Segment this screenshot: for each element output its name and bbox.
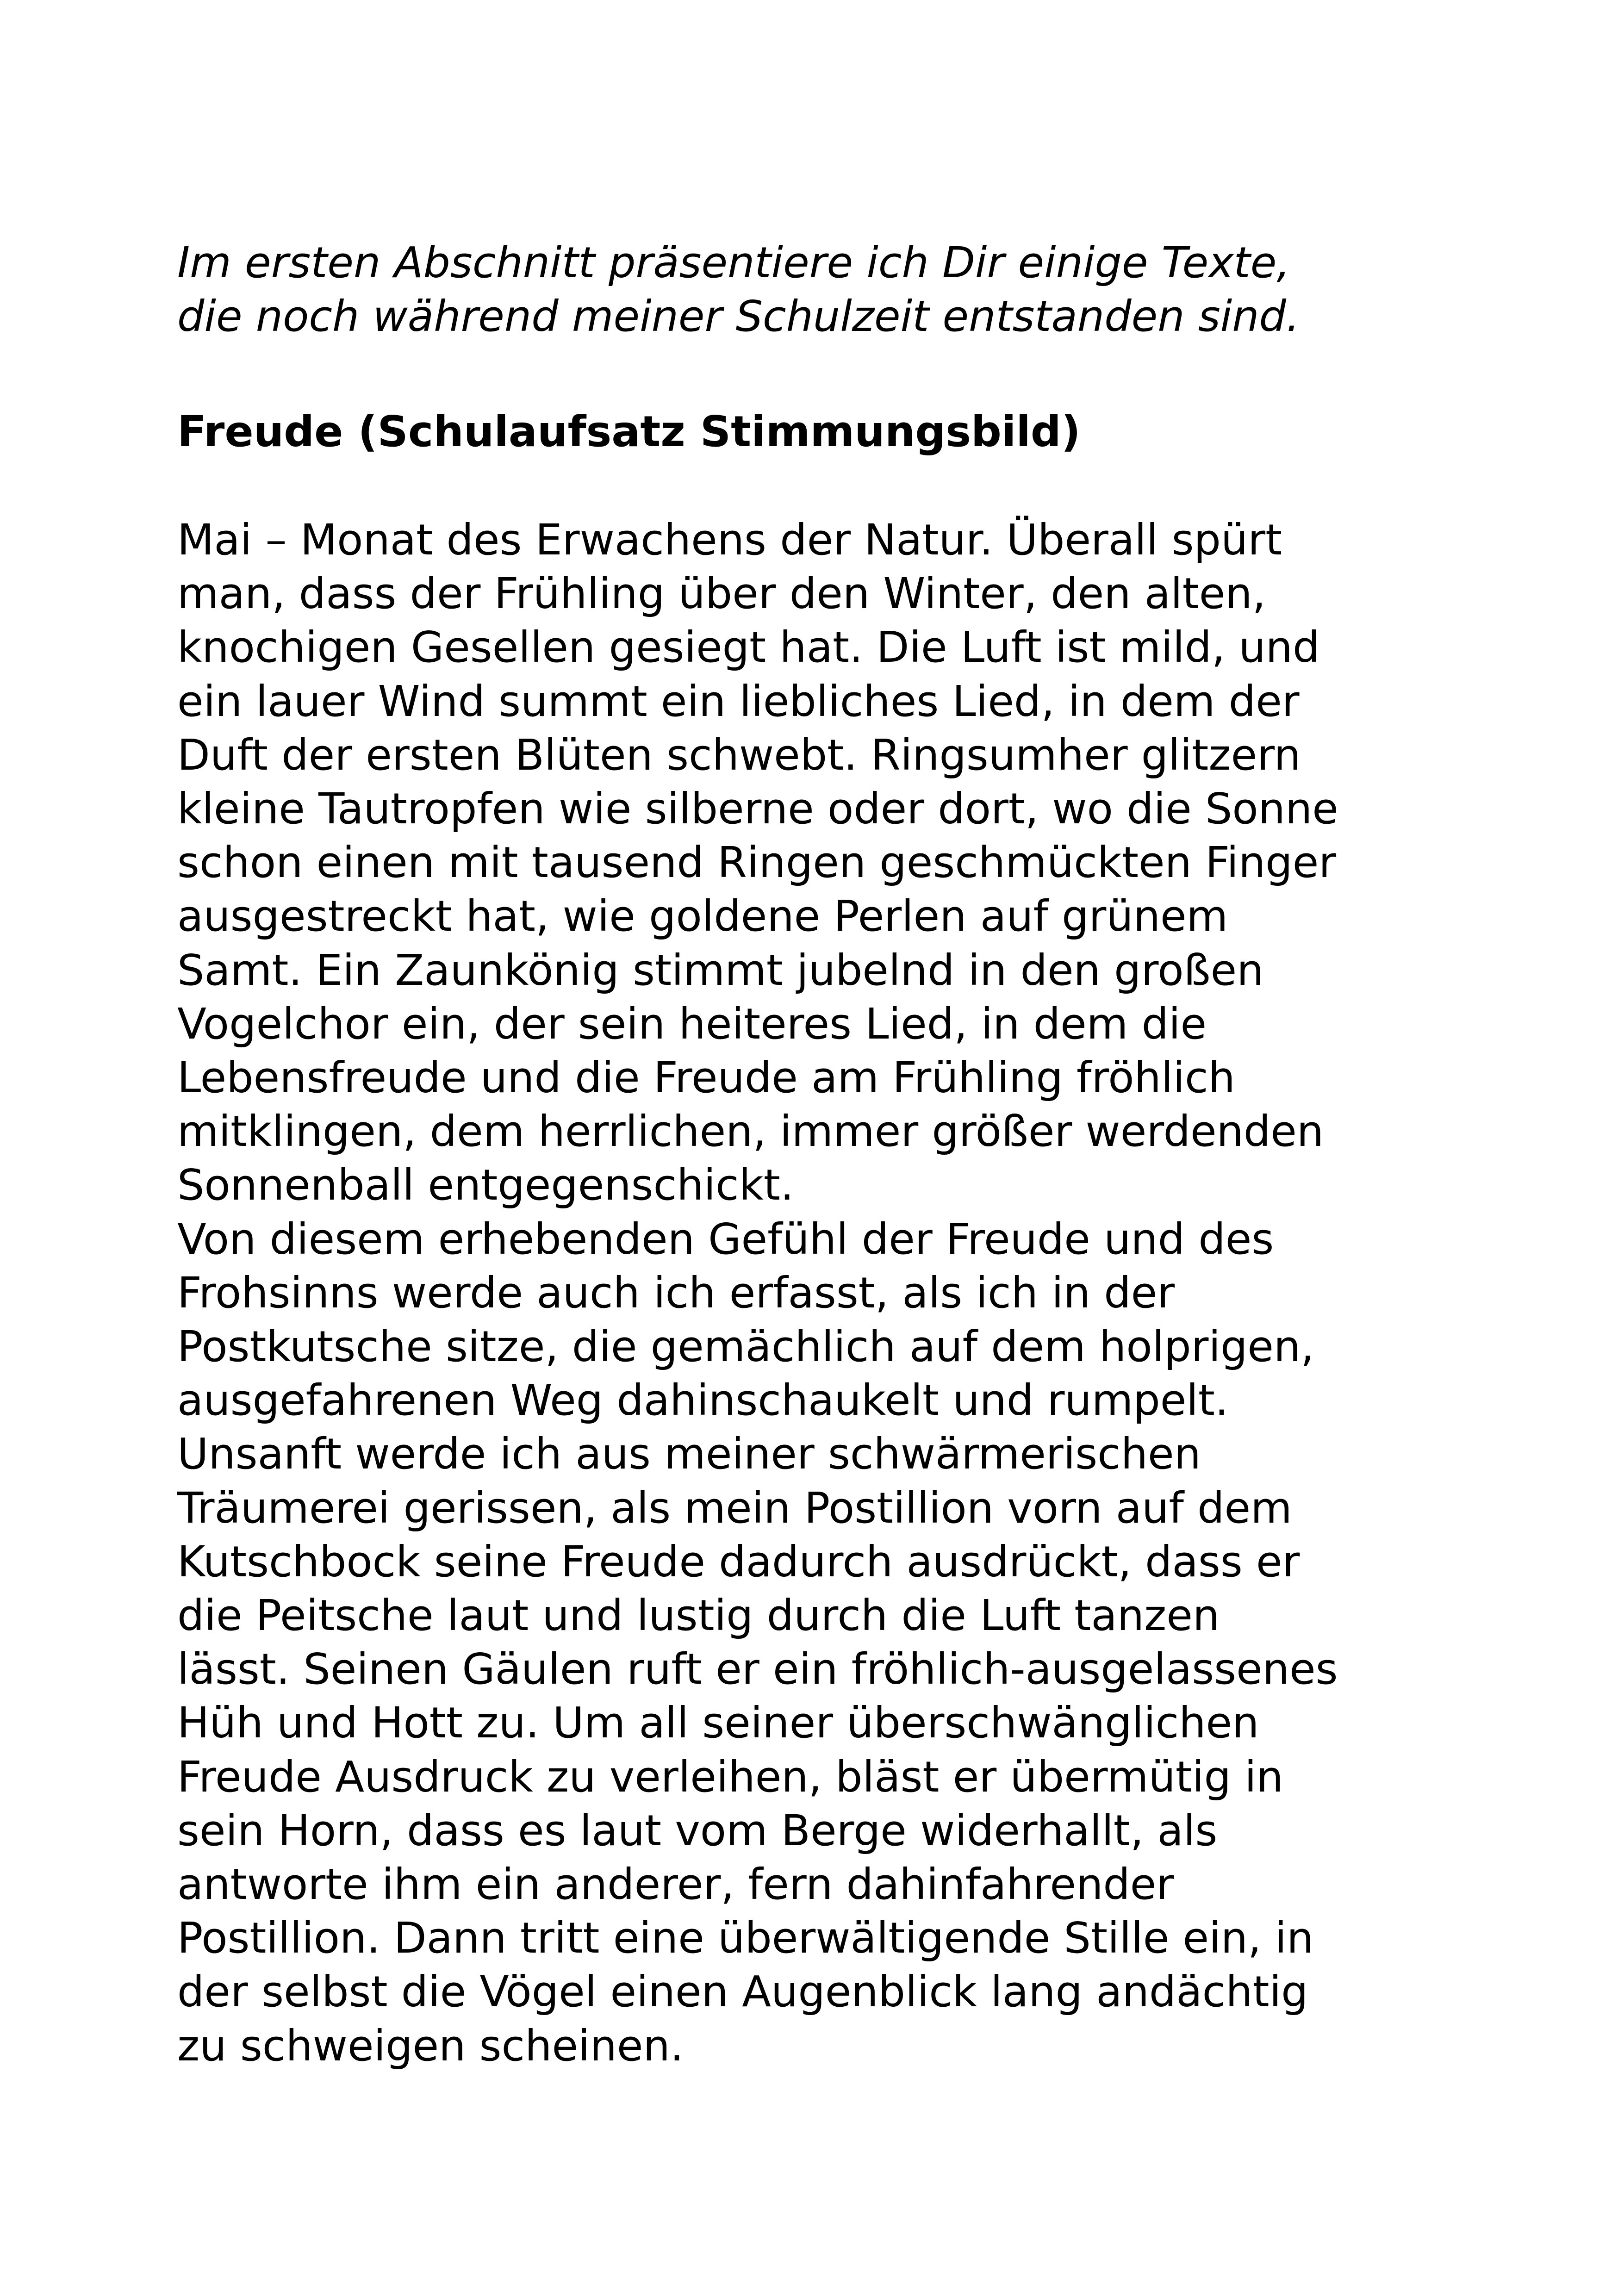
intro-paragraph: [177, 236, 1455, 343]
body-line: man, dass der Frühling über den Winter, den alten,: [177, 569, 1266, 619]
body-line: Unsanft werde ich aus meiner schwärmerischen: [177, 1429, 1201, 1479]
body-line: Kutschbock seine Freude dadurch ausdrückt, dass er: [177, 1537, 1300, 1587]
essay-title: Freude (Schulaufsatz Stimmungsbild): [177, 407, 1081, 456]
intro-line: die noch während meiner Schulzeit entstanden sind.: [177, 292, 1300, 341]
body-line: lässt. Seinen Gäulen ruft er ein fröhlich-ausgelassenes: [177, 1644, 1338, 1694]
body-line: Postkutsche sitze, die gemächlich auf dem holprigen,: [177, 1322, 1314, 1372]
body-line: Duft der ersten Blüten schwebt. Ringsumher glitzern: [177, 730, 1301, 780]
body-line: Postillion. Dann tritt eine überwältigende Stille ein, in: [177, 1913, 1314, 1963]
body-line: mitklingen, dem herrlichen, immer größer werdenden: [177, 1107, 1324, 1157]
essay-body: [177, 513, 1338, 2073]
body-line: die Peitsche laut und lustig durch die Luft tanzen: [177, 1591, 1220, 1641]
intro-line: Im ersten Abschnitt präsentiere ich Dir einige Texte,: [177, 238, 1290, 287]
body-line: Freude Ausdruck zu verleihen, bläst er übermütig in: [177, 1752, 1283, 1802]
body-line: antworte ihm ein anderer, fern dahinfahrender: [177, 1860, 1174, 1910]
body-line: sein Horn, dass es laut vom Berge widerhallt, als: [177, 1805, 1218, 1855]
body-line: der selbst die Vögel einen Augenblick lang andächtig: [177, 1967, 1308, 2017]
body-line: schon einen mit tausend Ringen geschmückten Finger: [177, 838, 1337, 888]
body-line: ein lauer Wind summt ein liebliches Lied, in dem der: [177, 676, 1300, 726]
body-line: Vogelchor ein, der sein heiteres Lied, in dem die: [177, 999, 1207, 1049]
body-line: Sonnenball entgegenschickt.: [177, 1160, 794, 1210]
body-line: zu schweigen scheinen.: [177, 2021, 684, 2071]
body-line: Frohsinns werde auch ich erfasst, als ich in der: [177, 1268, 1175, 1318]
body-line: knochigen Gesellen gesiegt hat. Die Luft ist mild, und: [177, 622, 1320, 672]
body-line: Von diesem erhebenden Gefühl der Freude und des: [177, 1214, 1274, 1264]
document-content: [177, 236, 1455, 2071]
body-line: Träumerei gerissen, als mein Postillion vorn auf dem: [177, 1483, 1292, 1533]
body-line: Hüh und Hott zu. Um all seiner überschwänglichen: [177, 1698, 1259, 1748]
body-line: ausgefahrenen Weg dahinschaukelt und rumpelt.: [177, 1375, 1229, 1425]
body-line: ausgestreckt hat, wie goldene Perlen auf grünem: [177, 891, 1228, 941]
body-line: kleine Tautropfen wie silberne oder dort, wo die Sonne: [177, 784, 1338, 834]
body-line: Mai – Monat des Erwachens der Natur. Überall spürt: [177, 515, 1282, 565]
body-line: Lebensfreude und die Freude am Frühling fröhlich: [177, 1053, 1235, 1103]
body-line: Samt. Ein Zaunkönig stimmt jubelnd in den großen: [177, 945, 1264, 995]
